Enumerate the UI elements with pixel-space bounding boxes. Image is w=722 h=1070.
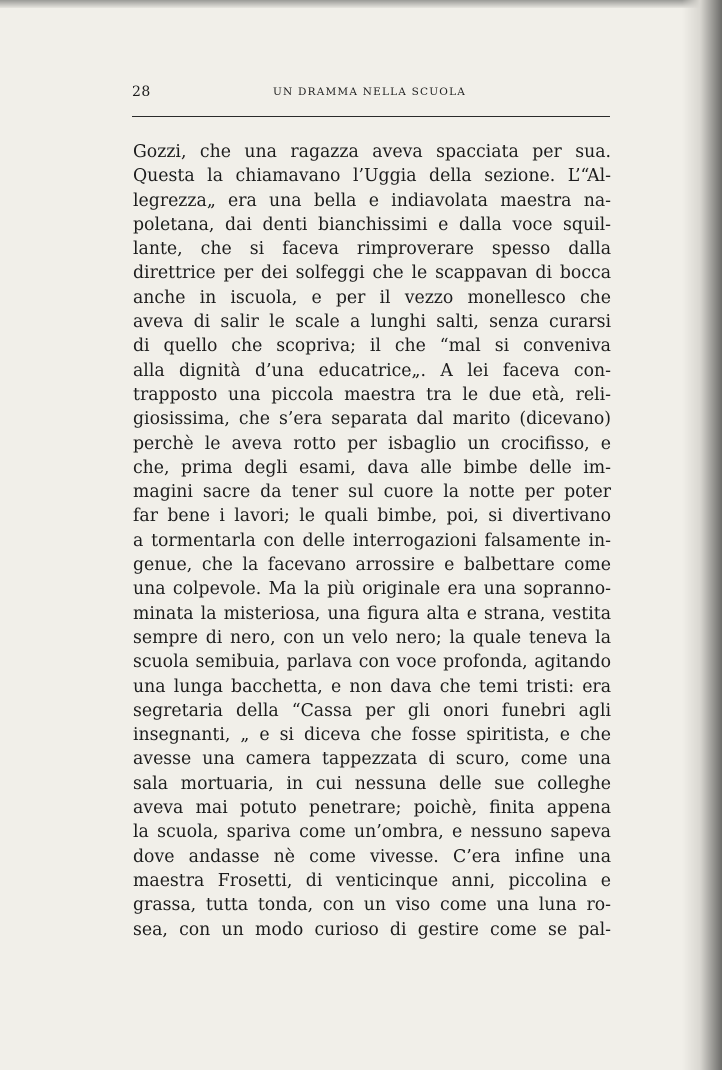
text-line: legrezza„ era una bella e indiavolata maestra na- — [133, 190, 611, 211]
text-line: Questa la chiamavano l’Uggia della sezione. L’“Al- — [133, 166, 611, 187]
text-line: una colpevole. Ma la più originale era una sopranno- — [133, 579, 611, 600]
text-line: grassa, tutta tonda, con un viso come una luna ro- — [133, 895, 611, 916]
text-line: giosissima, che s’era separata dal marito (dicevano) — [133, 409, 611, 430]
text-body — [133, 140, 611, 942]
text-line: maestra Frosetti, di venticinque anni, piccolina e — [133, 870, 611, 891]
text-line: alla dignità d’una educatrice„. A lei faceva con- — [133, 360, 611, 381]
text-line: di quello che scopriva; il che “mal si conveniva — [133, 336, 611, 357]
page-top-edge — [0, 0, 722, 8]
page-header — [132, 84, 610, 104]
text-line: avesse una camera tappezzata di scuro, come una — [133, 749, 611, 770]
page-number: 28 — [132, 84, 151, 100]
header-rule — [132, 116, 610, 117]
text-line: poletana, dai denti bianchissimi e dalla voce squil- — [133, 214, 611, 235]
text-line: lante, che si faceva rimproverare spesso dalla — [133, 239, 611, 260]
text-line: anche in iscuola, e per il vezzo monellesco che — [133, 287, 611, 308]
text-line: insegnanti, „ e si diceva che fosse spiritista, e che — [133, 725, 611, 746]
text-line: che, prima degli esami, dava alle bimbe delle im- — [133, 457, 611, 478]
text-line: una lunga bacchetta, e non dava che temi tristi: era — [133, 676, 611, 697]
text-line: magini sacre da tener sul cuore la notte per poter — [133, 482, 611, 503]
text-line: la scuola, spariva come un’ombra, e nessuno sapeva — [133, 822, 611, 843]
text-line: minata la misteriosa, una figura alta e strana, vestita — [133, 603, 611, 624]
text-line: far bene i lavori; le quali bimbe, poi, si divertivano — [133, 506, 611, 527]
running-title: UN DRAMMA NELLA SCUOLA — [273, 86, 467, 98]
text-line: aveva di salir le scale a lunghi salti, senza curarsi — [133, 312, 611, 333]
text-line: aveva mai potuto penetrare; poichè, finita appena — [133, 798, 611, 819]
text-line: sea, con un modo curioso di gestire come se pal- — [133, 919, 611, 940]
text-line: segretaria della “Cassa per gli onori funebri agli — [133, 700, 611, 721]
text-line: scuola semibuia, parlava con voce profonda, agitando — [133, 652, 611, 673]
page-gutter-shadow — [682, 0, 722, 1070]
text-line: a tormentarla con delle interrogazioni falsamente in- — [133, 530, 611, 551]
text-line: genue, che la facevano arrossire e balbettare come — [133, 555, 611, 576]
text-line: direttrice per dei solfeggi che le scappavan di bocca — [133, 263, 611, 284]
text-line: sala mortuaria, in cui nessuna delle sue colleghe — [133, 773, 611, 794]
text-line: trapposto una piccola maestra tra le due età, reli- — [133, 384, 611, 405]
text-line: perchè le aveva rotto per isbaglio un crocifisso, e — [133, 433, 611, 454]
text-line: sempre di nero, con un velo nero; la quale teneva la — [133, 627, 611, 648]
text-line: Gozzi, che una ragazza aveva spacciata per sua. — [133, 142, 611, 162]
text-line: dove andasse nè come vivesse. C’era infine una — [133, 846, 611, 867]
